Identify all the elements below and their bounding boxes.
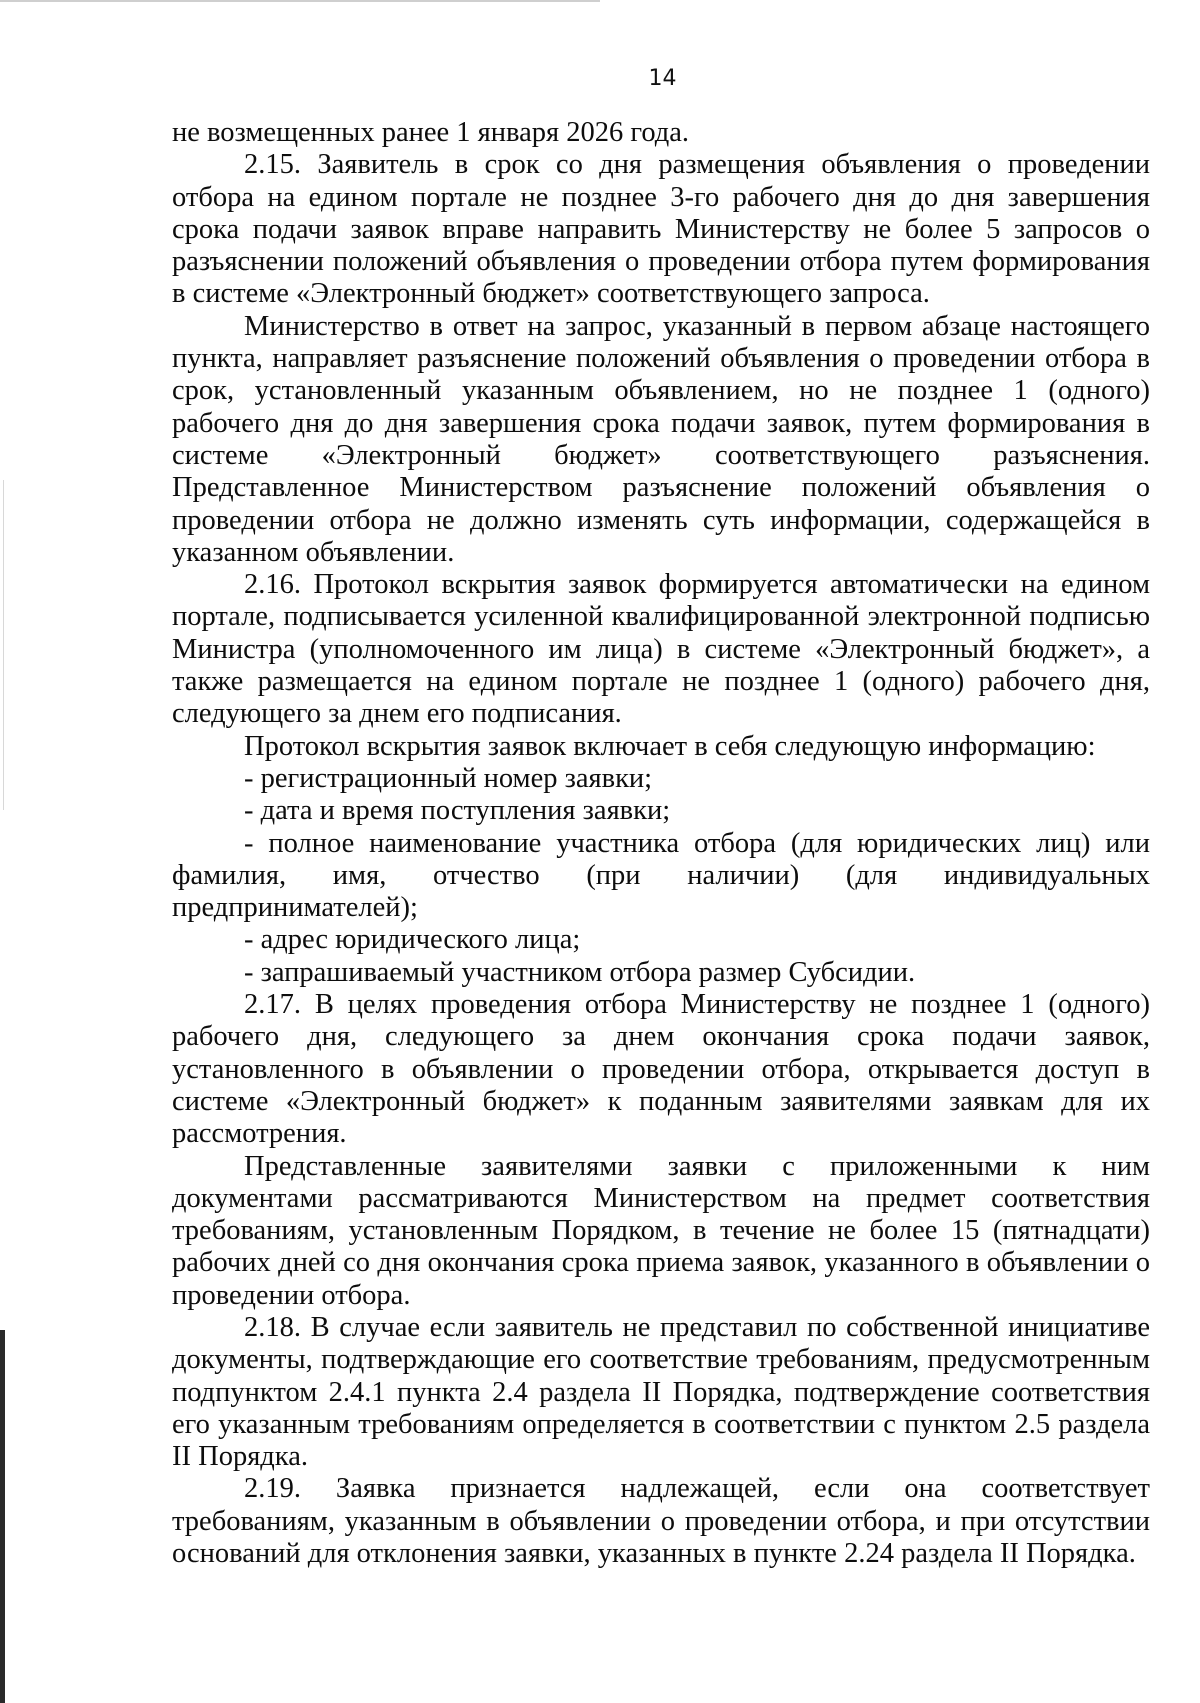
page-number: 14 xyxy=(648,66,677,91)
paragraph-2-18: 2.18. В случае если заявитель не представил по собственной инициативе документы, подтверждающие его соответствие требованиям, предусмотренным подпунктом 2.4.1 пункта 2.4 раздела II Порядка, подтверждение соответствия его указанным требованиям определяется в соответствии с пунктом 2.5 раздела II Порядка. xyxy=(172,1311,1150,1473)
list-item-full-name: - полное наименование участника отбора (для юридических лиц) или фамилия, имя, отчество (при наличии) (для индивидуальных предпринимателей); xyxy=(172,827,1150,924)
list-item-date-time: - дата и время поступления заявки; xyxy=(244,795,671,827)
paragraph-ministry-response: Министерство в ответ на запрос, указанный в первом абзаце настоящего пункта, направляет разъяснение положений объявления о проведении отбора в срок, установленный указанным объявлением, но не позднее 1 (одного) рабочего дня до дня завершения срока подачи заявок, путем формирования в системе «Электронный бюджет» соответствующего разъяснения. Представленное Министерством разъяснение положений объявления о проведении отбора не должно изменять суть информации, содержащейся в указанном объявлении. xyxy=(172,310,1150,568)
list-item-registration-number: - регистрационный номер заявки; xyxy=(244,762,653,794)
scan-left-faint-edge xyxy=(3,480,4,810)
paragraph-2-17: 2.17. В целях проведения отбора Министерству не позднее 1 (одного) рабочего дня, следующего за днем окончания срока подачи заявок, установленного в объявлении о проведении отбора, открывается доступ в системе «Электронный бюджет» к поданным заявителями заявкам для их рассмотрения. xyxy=(172,989,1150,1150)
paragraph-2-15: 2.15. Заявитель в срок со дня размещения объявления о проведении отбора на едином портале не позднее 3-го рабочего дня до дня завершения срока подачи заявок вправе направить Министерству не более 5 запросов о разъяснении положений объявления о проведении отбора путем формирования в системе «Электронный бюджет» соответствующего запроса. xyxy=(172,149,1150,310)
list-item-address: - адрес юридического лица; xyxy=(244,924,581,956)
scan-top-line xyxy=(0,0,600,2)
paragraph-2-16: 2.16. Протокол вскрытия заявок формируется автоматически на едином портале, подписывается усиленной квалифицированной электронной подписью Министра (уполномоченного им лица) в системе «Электронный бюджет», а также размещается на едином портале не позднее 1 (одного) рабочего дня, следующего за днем его подписания. xyxy=(172,569,1150,730)
paragraph-2-19: 2.19. Заявка признается надлежащей, если она соответствует требованиям, указанным в объявлении о проведении отбора, и при отсутствии оснований для отклонения заявки, указанных в пункте 2.24 раздела II Порядка. xyxy=(172,1473,1150,1570)
paragraph-protocol-info: Протокол вскрытия заявок включает в себя следующую информацию: xyxy=(244,730,1096,762)
paragraph-continuation: не возмещенных ранее 1 января 2026 года. xyxy=(172,117,690,148)
list-item-subsidy-amount: - запрашиваемый участником отбора размер Субсидии. xyxy=(244,956,916,988)
scan-left-edge xyxy=(0,1330,5,1703)
document-body xyxy=(172,117,1150,1570)
paragraph-review-period: Представленные заявителями заявки с приложенными к ним документами рассматриваются Министерством на предмет соответствия требованиям, установленным Порядком, в течение не более 15 (пятнадцати) рабочих дней со дня окончания срока приема заявок, указанного в объявлении о проведении отбора. xyxy=(172,1150,1150,1311)
